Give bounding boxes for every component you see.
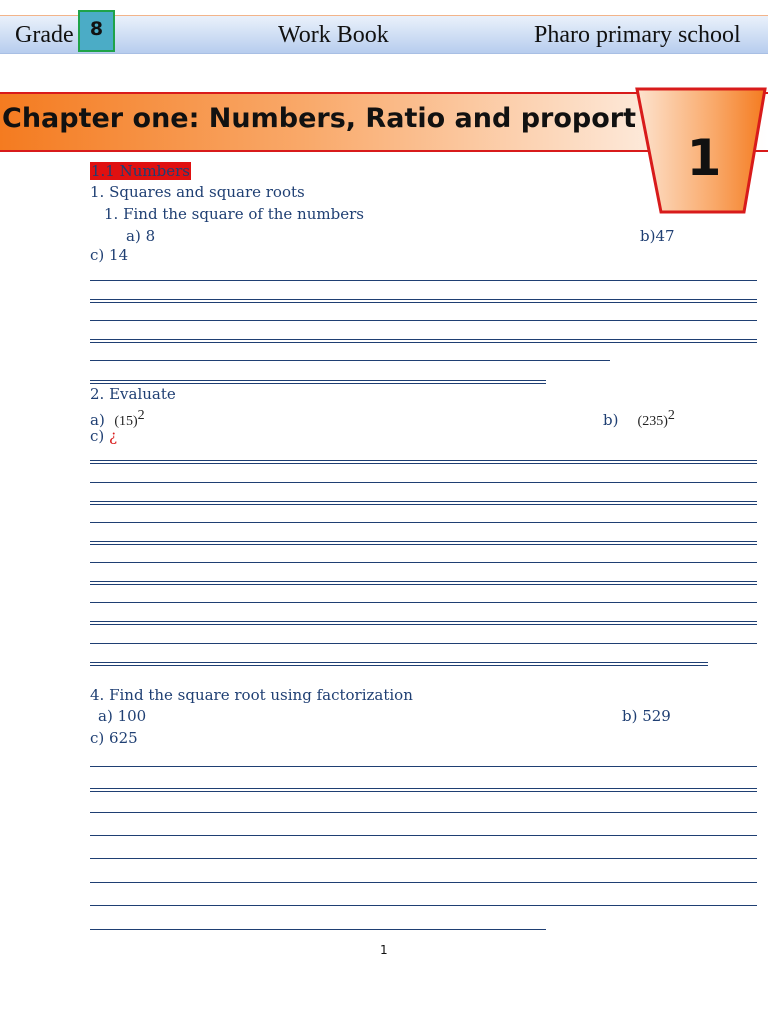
- section-heading: 1.1 Numbers: [91, 162, 190, 180]
- page-number: 1: [380, 943, 388, 957]
- answer-line: [90, 602, 757, 603]
- grade-badge: 8: [78, 10, 115, 52]
- answer-line: [90, 501, 757, 505]
- subsection-title: 1. Squares and square roots: [90, 183, 305, 201]
- question-2-prompt: 2. Evaluate: [90, 385, 176, 403]
- answer-line: [90, 299, 757, 303]
- answer-line: [90, 621, 757, 625]
- answer-line: [90, 835, 757, 836]
- answer-line: [90, 905, 757, 906]
- answer-line: [90, 581, 757, 585]
- question-2-c: c) ¿: [90, 427, 118, 445]
- book-title: Work Book: [278, 22, 389, 48]
- question-4-a: a) 100: [98, 707, 147, 725]
- answer-line: [90, 541, 757, 545]
- answer-line: [90, 929, 546, 930]
- answer-line: [90, 858, 757, 859]
- chapter-title: Chapter one: Numbers, Ratio and proport: [2, 103, 637, 134]
- answer-line: [90, 522, 757, 523]
- question-2-b: b) $(235)^2$: [603, 408, 675, 429]
- answer-line: [90, 460, 757, 464]
- answer-line: [90, 280, 757, 281]
- answer-line: [90, 482, 757, 483]
- answer-line: [90, 380, 546, 384]
- answer-line: [90, 812, 757, 813]
- answer-line: [90, 339, 757, 343]
- chapter-number: 1: [686, 129, 722, 187]
- answer-line: [90, 766, 757, 767]
- answer-line: [90, 360, 610, 361]
- question-1-c: c) 14: [90, 246, 129, 264]
- answer-line: [90, 320, 757, 321]
- answer-line: [90, 643, 757, 644]
- question-1-b: b)47: [640, 227, 675, 245]
- question-4-prompt: 4. Find the square root using factorization: [90, 686, 413, 704]
- school-name: Pharo primary school: [534, 22, 741, 48]
- answer-line: [90, 562, 757, 563]
- question-1-a: a) 8: [126, 227, 156, 245]
- answer-line: [90, 788, 757, 792]
- question-2-a: a) $(15)^2$: [90, 408, 145, 429]
- question-4-b: b) 529: [622, 707, 671, 725]
- answer-line: [90, 662, 708, 666]
- question-1-prompt: 1. Find the square of the numbers: [104, 205, 364, 223]
- grade-label: Grade: [15, 22, 74, 48]
- answer-line: [90, 882, 757, 883]
- question-4-c: c) 625: [90, 729, 138, 747]
